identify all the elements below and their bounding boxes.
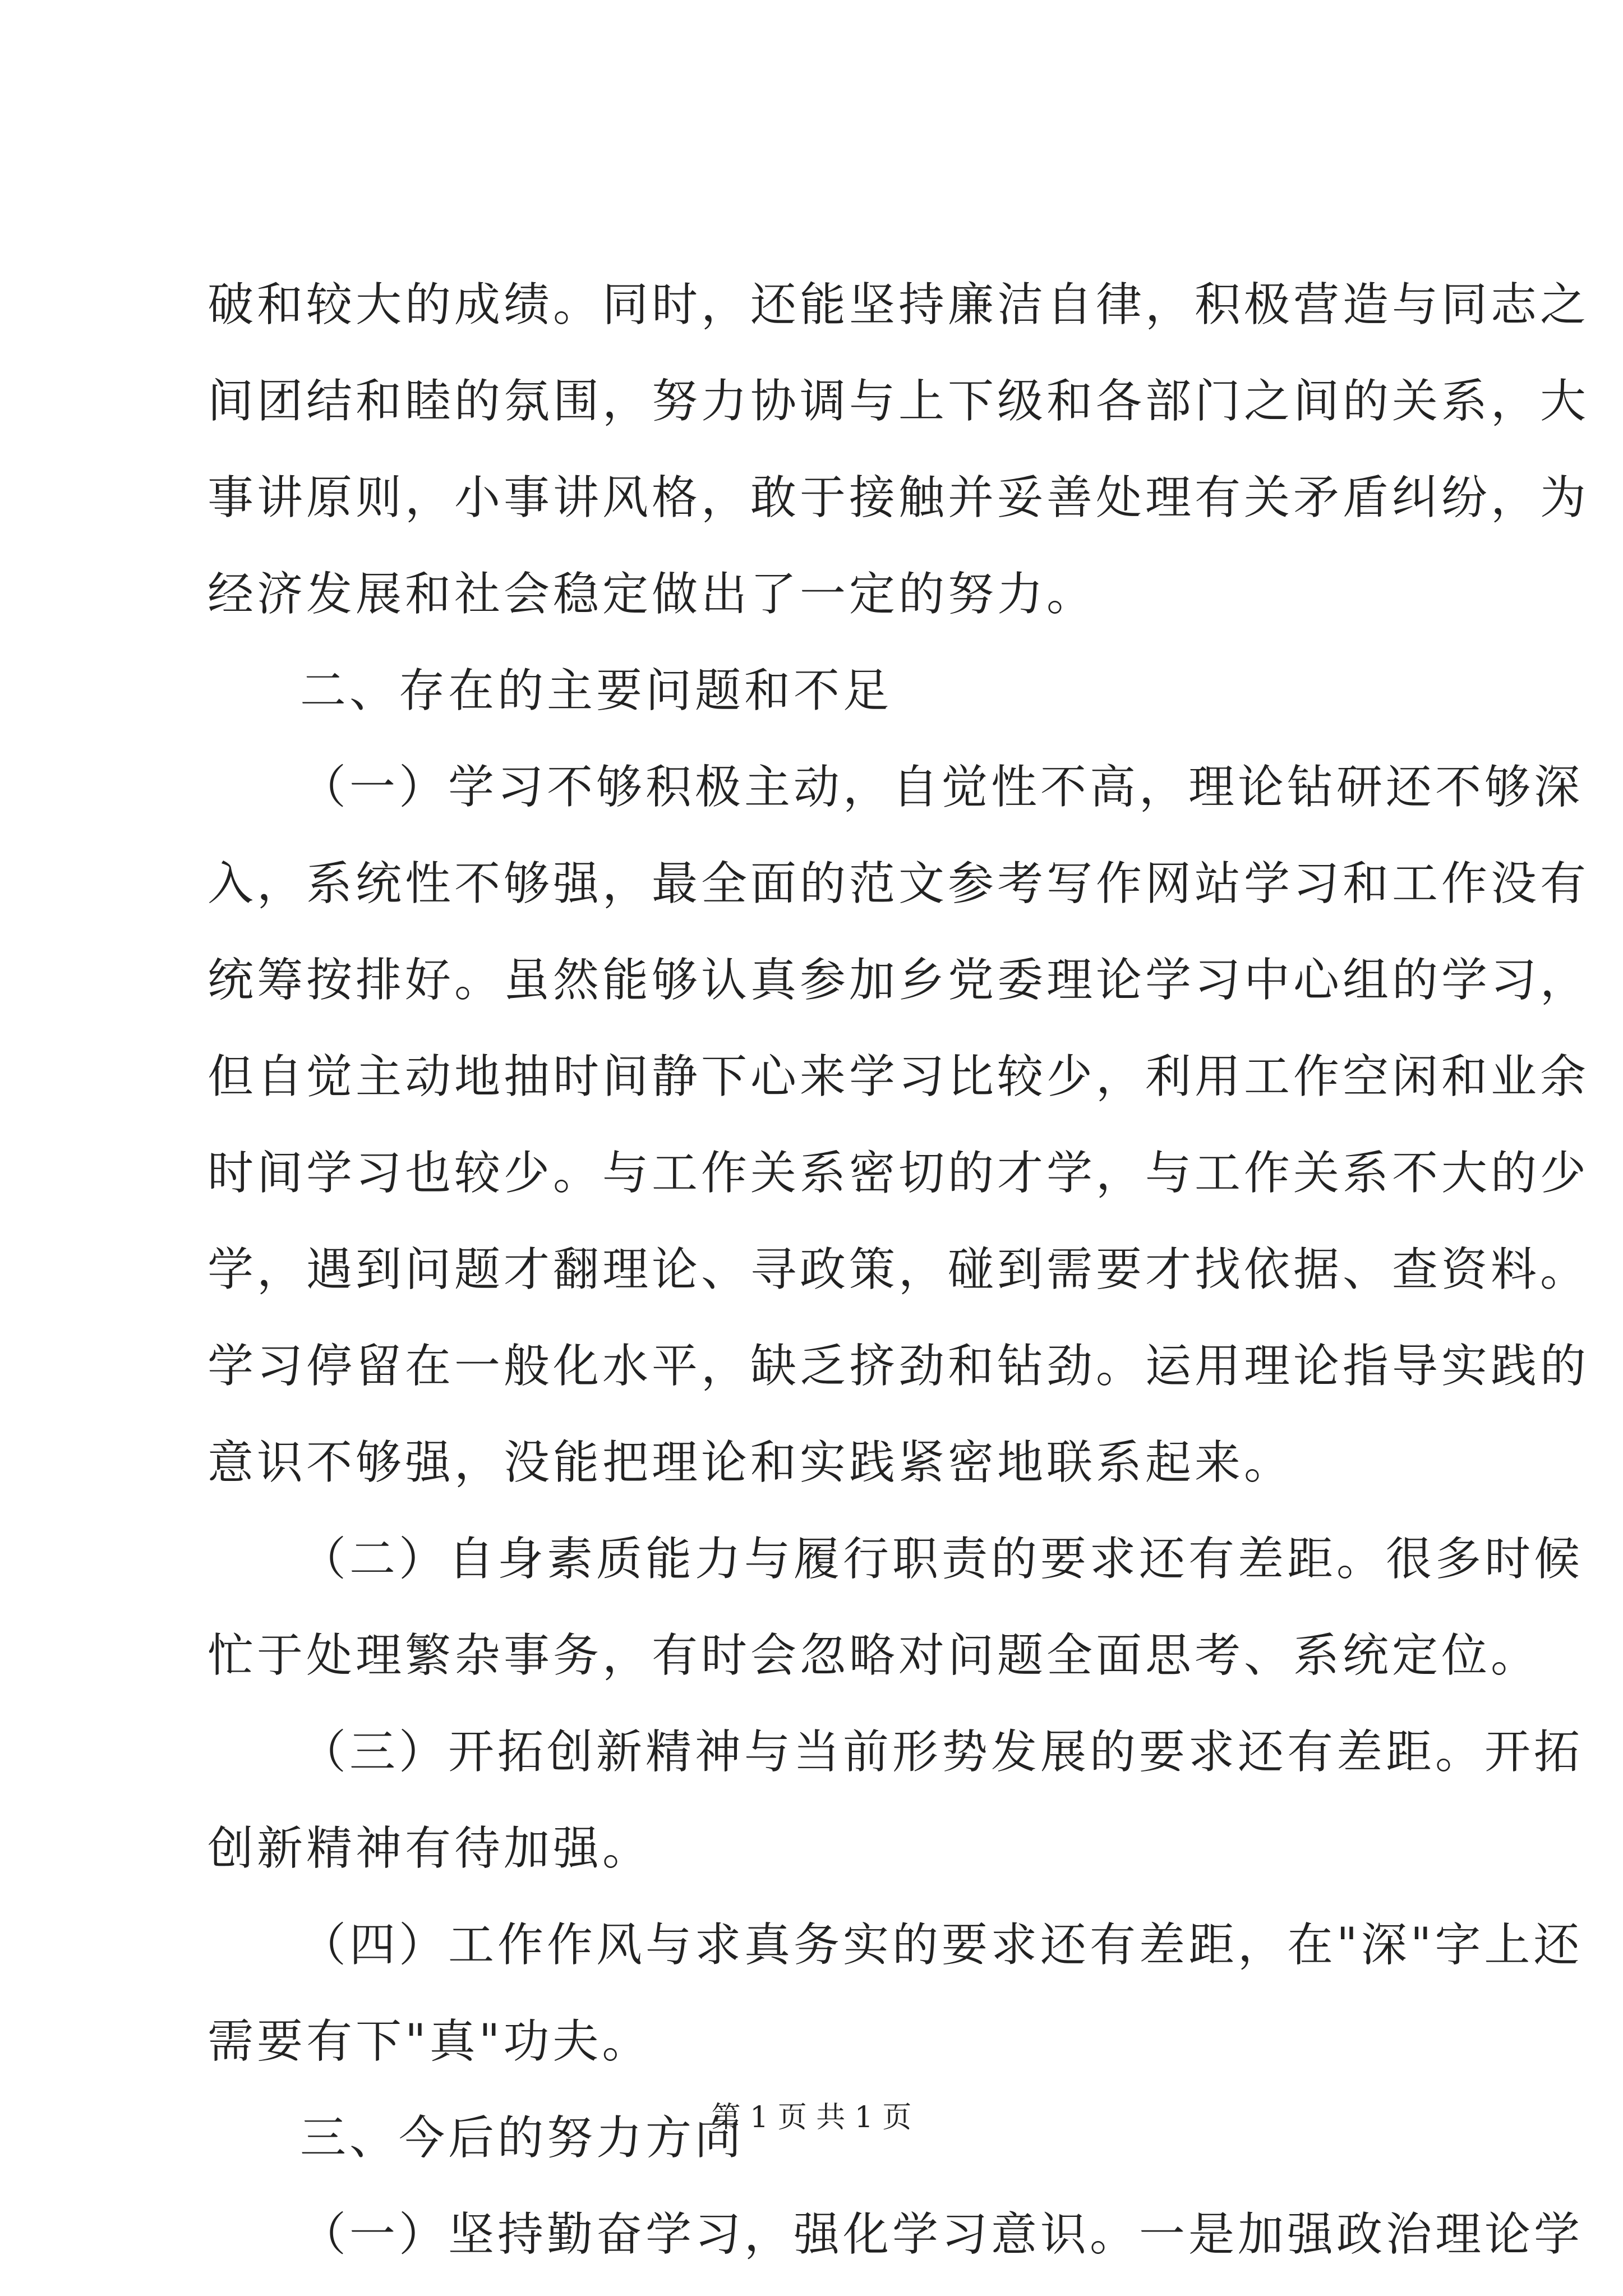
- text-line: 时间学习也较少。与工作关系密切的才学，与工作关系不大的少: [208, 1147, 1590, 1200]
- paragraph-start: （三）开拓创新精神与当前形势发展的要求还有差距。开拓: [300, 1726, 1584, 1779]
- body-text: [208, 257, 1590, 2283]
- text-line: 经济发展和社会稳定做出了一定的努力。: [208, 568, 1096, 621]
- text-line: 创新精神有待加强。: [208, 1822, 652, 1875]
- paragraph-start: （四）工作作风与求真务实的要求还有差距，在"深"字上还: [300, 1918, 1583, 1972]
- paragraph-start: （一）学习不够积极主动，自觉性不高，理论钻研还不够深: [300, 761, 1584, 814]
- text-line: 意识不够强，没能把理论和实践紧密地联系起来。: [208, 1436, 1294, 1489]
- section-heading: 三、今后的努力方向: [300, 2111, 745, 2165]
- text-line: 破和较大的成绩。同时，还能坚持廉洁自律，积极营造与同志之: [208, 278, 1590, 332]
- text-line: 忙于处理繁杂事务，有时会忽略对问题全面思考、系统定位。: [208, 1629, 1541, 1682]
- text-line: 但自觉主动地抽时间静下心来学习比较少，利用工作空闲和业余: [208, 1050, 1590, 1103]
- text-line: 事讲原则，小事讲风格，敢于接触并妥善处理有关矛盾纠纷，为: [208, 471, 1590, 524]
- text-line: 学，遇到问题才翻理论、寻政策，碰到需要才找依据、查资料。: [208, 1243, 1590, 1296]
- section-heading: 二、存在的主要问题和不足: [300, 664, 893, 717]
- paragraph-start: （一）坚持勤奋学习，强化学习意识。一是加强政治理论学: [300, 2208, 1584, 2261]
- text-line: 入，系统性不够强，最全面的范文参考写作网站学习和工作没有: [208, 857, 1590, 910]
- text-line: 需要有下"真"功夫。: [208, 2015, 652, 2068]
- paragraph-start: （二）自身素质能力与履行职责的要求还有差距。很多时候: [300, 1533, 1584, 1586]
- text-line: 统筹按排好。虽然能够认真参加乡党委理论学习中心组的学习，: [208, 954, 1590, 1007]
- text-line: 学习停留在一般化水平，缺乏挤劲和钻劲。运用理论指导实践的: [208, 1340, 1590, 1393]
- text-line: 间团结和睦的氛围，努力协调与上下级和各部门之间的关系，大: [208, 375, 1590, 428]
- page-footer: 第 1 页 共 1 页: [711, 2101, 912, 2134]
